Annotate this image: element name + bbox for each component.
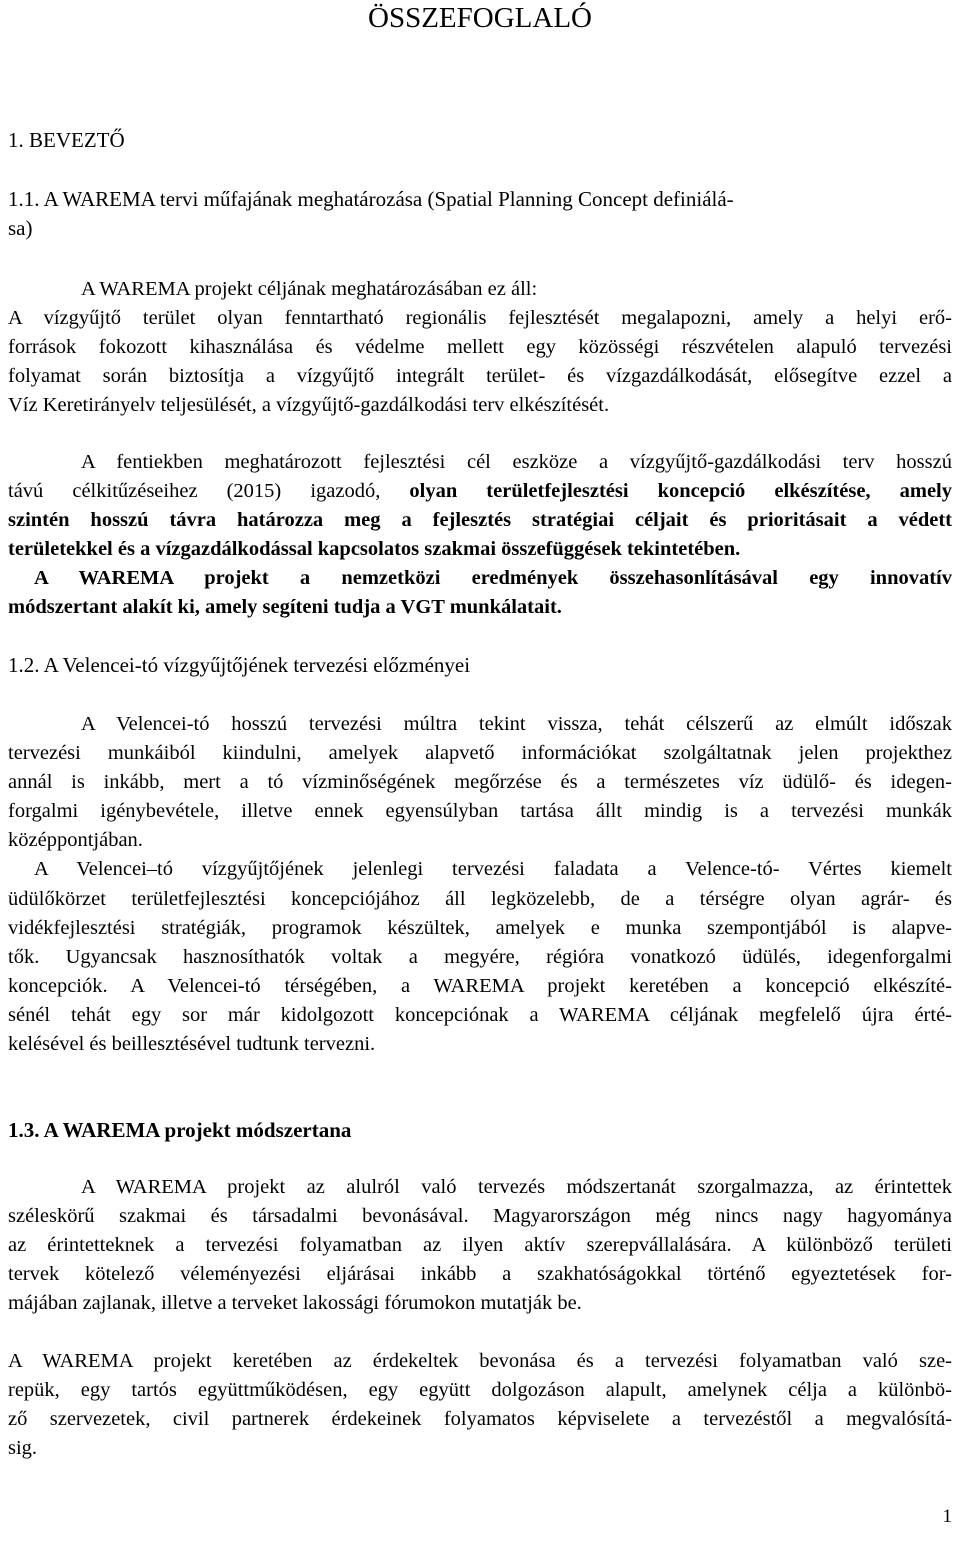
- text-line: szintén hosszú távra határozza meg a fejlesztés stratégiai céljait és prioritásait a védett: [8, 509, 952, 532]
- text-line: A fentiekben meghatározott fejlesztési cél eszköze a vízgyűjtő-gazdálkodási terv hosszú: [81, 451, 952, 473]
- paragraph-development-goal: [8, 448, 952, 623]
- text-line: vidékfejlesztési stratégiák, programok készültek, amelyek e munka szempontjából is alapve-: [8, 916, 952, 939]
- text-line: A Velencei-tó hosszú tervezési múltra tekint vissza, tehát célszerű az elmúlt időszak: [81, 713, 952, 735]
- section-heading-1-1: 1.1. A WAREMA tervi műfajának meghatározása (Spatial Planning Concept definiálá-: [8, 187, 734, 211]
- document-title: ÖSSZEFOGLALÓ: [368, 2, 592, 34]
- text-line: források fokozott kihasználása és védelme mellett egy közösségi részvételen alapuló tervezési: [8, 336, 952, 359]
- text-bold: olyan területfejlesztési koncepció elkészítése, amely: [409, 480, 952, 503]
- text-line: annál is inkább, mert a tó vízminőségének megőrzése és a természetes víz üdülő- és idegen-: [8, 771, 952, 794]
- text-line: területekkel és a vízgazdálkodással kapcsolatos szakmai összefüggések tekintetében.: [8, 538, 741, 561]
- section-heading-1-3: 1.3. A WAREMA projekt módszertana: [8, 1118, 352, 1142]
- text-line: módszertant alakít ki, amely segíteni tudja a VGT munkálatait.: [8, 596, 562, 619]
- text-line: tők. Ugyancsak hasznosíthatók voltak a megyére, régióra vonatkozó üdülés, idegenforgalmi: [8, 945, 952, 968]
- text-line: A WAREMA projekt a nemzetközi eredmények összehasonlításával egy innovatív: [34, 567, 952, 590]
- text-line: tervek kötelező véleményezési eljárásai inkább a szakhatóságokkal történő egyeztetések for-: [8, 1263, 952, 1286]
- paragraph-planning-history: [8, 710, 952, 1059]
- text-line: üdülőkörzet területfejlesztési koncepciójához áll legközelebb, de a térségre olyan agrár- és: [8, 887, 952, 910]
- text-line: A Velencei–tó vízgyűjtőjének jelenlegi tervezési faladata a Velence-tó- Vértes kiemelt: [34, 858, 952, 881]
- text-line: A WAREMA projekt keretében az érdekeltek bevonása és a tervezési folyamatban való sze-: [8, 1350, 952, 1372]
- text-line: sénél tehát egy sor már kidolgozott koncepciónak a WAREMA céljának megfelelő újra érté-: [8, 1003, 952, 1026]
- text-line: ző szervezetek, civil partnerek érdekeinek folyamatos képviselete a tervezéstől a megvalósítá-: [8, 1408, 952, 1431]
- paragraph-project-goal: [8, 275, 952, 420]
- text-line: középpontjában.: [8, 829, 143, 852]
- text-line: [8, 477, 952, 506]
- paragraph-stakeholders: [8, 1347, 952, 1463]
- section-heading-1-2: 1.2. A Velencei-tó vízgyűjtőjének tervezési előzményei: [8, 653, 471, 677]
- text-line: A WAREMA projekt céljának meghatározásában ez áll:: [81, 278, 538, 300]
- text-line: széleskörű szakmai és társadalmi bevonásával. Magyarországon még nincs nagy hagyománya: [8, 1205, 952, 1228]
- text-line: az érintetteknek a tervezési folyamatban az ilyen aktív szerepvállalására. A különböző területi: [8, 1234, 952, 1257]
- text-line: Víz Keretirányelv teljesülését, a vízgyűjtő-gazdálkodási terv elkészítését.: [8, 394, 610, 417]
- text-line: A vízgyűjtő terület olyan fenntartható regionális fejlesztését megalapozni, amely a helyi erő-: [8, 307, 952, 330]
- text-plain: távú célkitűzéseihez (2015) igazodó,: [8, 480, 410, 503]
- section-heading-1-1-cont: sa): [8, 216, 33, 240]
- section-heading-1: 1. BEVEZTŐ: [8, 128, 125, 152]
- text-line: koncepciók. A Velencei-tó térségében, a WAREMA projekt keretében a koncepció elkészíté-: [8, 974, 952, 997]
- text-line: folyamat során biztosítja a vízgyűjtő integrált terület- és vízgazdálkodását, elősegítve ezzel a: [8, 365, 952, 388]
- paragraph-methodology: [8, 1173, 952, 1318]
- text-line: sig.: [8, 1437, 38, 1460]
- text-line: forgalmi igénybevétele, illetve ennek egyensúlyban tartása állt mindig is a tervezési munkák: [8, 800, 952, 823]
- text-line: repük, egy tartós együttműködésen, egy együtt dolgozáson alapult, amelynek célja a különbö-: [8, 1379, 952, 1402]
- text-line: kelésével és beillesztésével tudtunk tervezni.: [8, 1033, 376, 1056]
- page-number: 1: [942, 1506, 952, 1527]
- text-line: májában zajlanak, illetve a terveket lakossági fórumokon mutatják be.: [8, 1292, 582, 1315]
- text-line: A WAREMA projekt az alulról való tervezés módszertanát szorgalmazza, az érintettek: [81, 1176, 952, 1198]
- text-line: tervezési munkáiból kiindulni, amelyek alapvető információkat szolgáltatnak jelen projekthez: [8, 742, 952, 765]
